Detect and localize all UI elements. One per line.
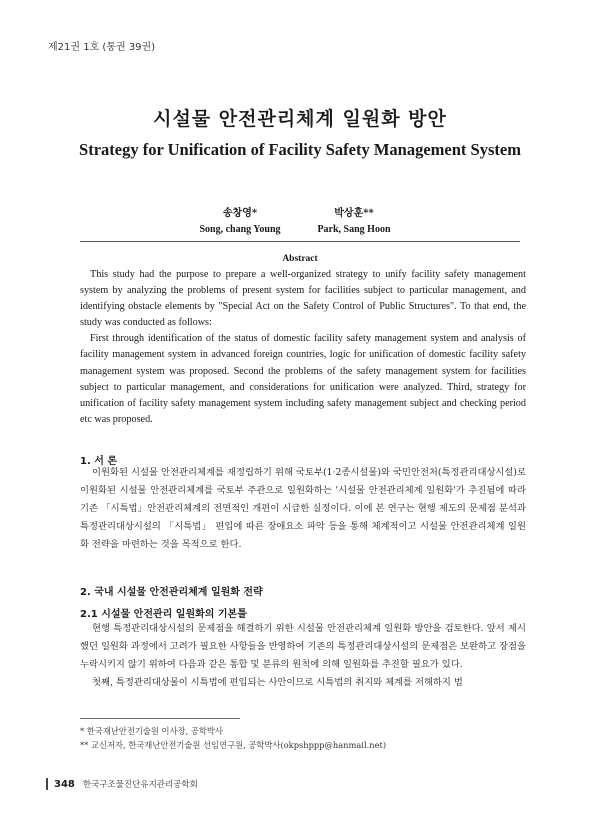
page-number: 348 xyxy=(54,779,75,790)
section-2-1-paragraph-1: 현행 특정관리대상시설의 문제점을 해결하기 위한 시설물 안전관리체계 일원화 방안을 검토한다. 앞서 제시했던 일원화 과정에서 고려가 필요한 사항들을 반영하여 기존의 특정관리대상시설의 문제점은 보완하고 장점을 누락시키지 않기 위하여 다음과 같은 통합 및 분류의 원칙에 의해 일원화를 추진할 필요가 있다. xyxy=(80,623,526,670)
abstract-heading: Abstract xyxy=(282,254,318,264)
author-2-name-ko: 박상훈** xyxy=(334,208,374,219)
abstract-paragraph-1: This study had the purpose to prepare a well-organized strategy to unify facility safety management system by analyzing the problems of present system for facilities subject to particular management, and identifying obstacle elements by "Special Act on the Safety Control of Public Structures". To that end, the study was conducted as follows: xyxy=(80,269,526,329)
author-1-name-en: Song, chang Young xyxy=(199,224,281,235)
footnotes xyxy=(80,724,386,752)
section-2-1-body xyxy=(80,620,526,692)
abstract-body xyxy=(80,267,526,428)
author-2 xyxy=(264,206,444,238)
running-head: 제21권 1호 (통권 39권) xyxy=(48,42,156,53)
author-2-name-en: Park, Sang Hoon xyxy=(317,224,391,235)
intro-paragraph: 이원화된 시설물 안전관리체계를 재정립하기 위해 국토부(1·2종시설물)와 국민안전처(특정관리대상시설)로 이원화된 시설물 안전관리체계를 국토부 주관으로 일원화하는 '시설물 안전관리체계 일원화'가 추진됨에 따라 기존 「시특법」안전관리체계의 전면적인 개편이 시급한 실정이다. 이에 본 연구는 현행 제도의 문제점 분석과 특정관리대상시설의 「시특법」 편입에 따른 장애요소 파악 등을 통해 체계적이고 시설물 안전관리체계 일원화 전략을 마련하는 것을 목적으로 한다. xyxy=(80,467,526,550)
section-2-1-paragraph-2: 첫째, 특정관리대상물이 시특법에 편입되는 사안이므로 시특법의 취지와 체계를 저해하지 범 xyxy=(92,677,463,688)
footnote-2: ** 교신저자, 한국재난안전기술원 선임연구원, 공학박사(okpshppp@hanmail.net) xyxy=(80,740,387,750)
title-divider xyxy=(80,241,520,242)
footnote-divider xyxy=(80,718,240,719)
page-footer xyxy=(46,778,198,790)
section-1-body xyxy=(80,464,526,554)
footnote-1: * 한국재난안전기술원 이사장, 공학박사 xyxy=(80,726,223,736)
author-1-name-ko: 송창영* xyxy=(222,208,258,219)
abstract-paragraph-2: First through identification of the status of domestic facility safety management system and analysis of facility management system in advanced foreign countries, logic for unification of domestic facility safety management system was proposed. Second the problems of the safety management system for facilities subject to particular management, and considerations for unification were analyzed. Third, strategy for unification of facility safety management system including safety management subject and checking period etc was proposed. xyxy=(80,333,526,425)
section-1-heading: 1. 서 론 xyxy=(80,456,118,467)
journal-name: 한국구조물진단유지관리공학회 xyxy=(82,780,198,790)
korean-title: 시설물 안전관리체계 일원화 방안 xyxy=(153,108,447,130)
english-title: Strategy for Unification of Facility Safety Management System xyxy=(79,140,521,159)
footer-bar xyxy=(46,778,48,790)
section-2-1-heading: 2.1 시설물 안전관리 일원화의 기본틀 xyxy=(80,609,247,620)
section-2-heading: 2. 국내 시설물 안전관리체계 일원화 전략 xyxy=(80,587,263,598)
